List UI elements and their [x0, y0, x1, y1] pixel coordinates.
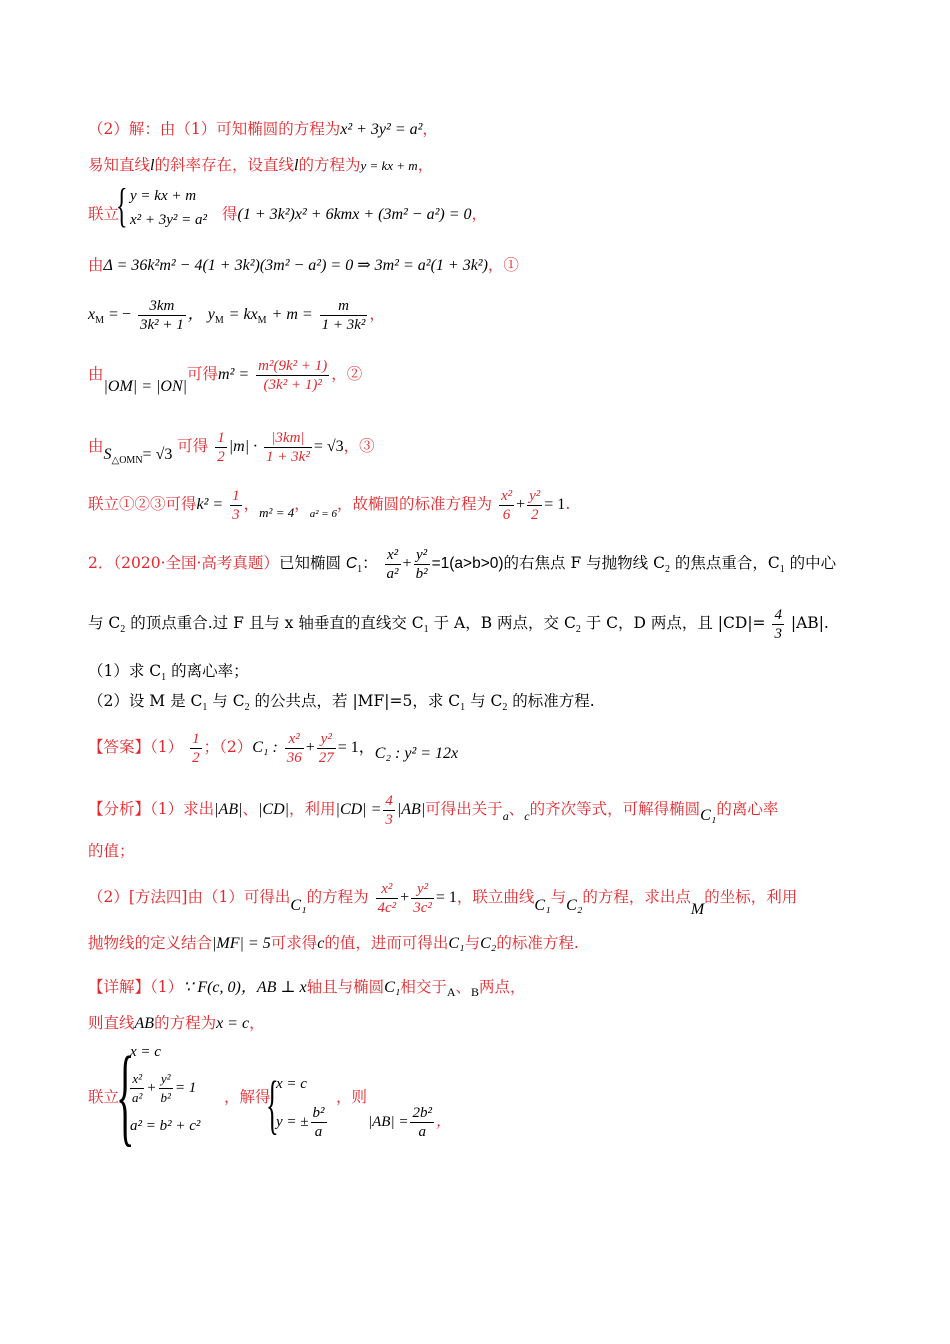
num: y²: [414, 546, 430, 565]
text: 可求得: [270, 934, 318, 952]
result-row-2: [276, 1104, 329, 1141]
text: 可得: [177, 437, 209, 455]
result-row-1: x = c: [276, 1076, 307, 1092]
text: |AB|.: [785, 614, 829, 632]
delta-equation: Δ = 36k²m² − 4(1 + 3k²)(3m² − a²) = 0 ⇒ 3m² = a²(1 + 3k²): [103, 257, 488, 274]
num: |3km|: [264, 429, 312, 448]
math: AB ⊥ x: [256, 979, 307, 996]
text: 相交于: [400, 978, 447, 996]
detail-system-row-1: x = c: [130, 1044, 161, 1060]
num: m²(9k² + 1): [258, 357, 328, 374]
punct: 、: [508, 800, 525, 818]
punct: ，: [249, 1014, 265, 1032]
answer-line: [88, 724, 458, 777]
text: 轴且与椭圆: [306, 978, 385, 996]
text: ，解得: [224, 1088, 271, 1106]
ym-fraction: [320, 297, 368, 334]
text: 于 C，D 两点，且 |CD|=: [580, 614, 766, 632]
sub: 2: [502, 702, 508, 714]
text: 联立: [88, 1088, 120, 1106]
c2-equation: C₂ : y² = 12x: [374, 745, 459, 762]
sub: M: [214, 315, 224, 327]
intro-text: （2）解：由（1）可知椭圆的方程为: [88, 120, 341, 138]
var: C₁: [534, 897, 551, 914]
var-l: l: [150, 157, 155, 174]
den: a: [314, 1124, 323, 1140]
detail-line-1: [88, 976, 526, 1003]
sub: M: [257, 315, 267, 327]
op: = √3: [313, 438, 344, 455]
den: 3k² + 1: [139, 316, 184, 333]
system-row-1: y = kx + m: [130, 188, 197, 204]
answer-frac-2: [317, 730, 336, 767]
combine-label: [88, 203, 119, 225]
analysis-line-2b: [88, 932, 579, 955]
then-label: [336, 1086, 367, 1108]
answer-tag: 【答案】: [88, 738, 151, 756]
var: C₁: [448, 935, 465, 952]
den: 3: [385, 811, 393, 828]
op: + m =: [271, 306, 313, 323]
text: 的公共点，若 |MF|=5，求 C: [249, 692, 461, 710]
text: 的值，进而可得出: [324, 934, 449, 952]
var: A: [446, 985, 456, 999]
text: 的齐次等式，可解得椭圆: [529, 800, 701, 818]
text: 的离心率；: [166, 662, 249, 680]
text: 与 C: [88, 614, 121, 632]
ellipse-frac-1: [385, 546, 401, 583]
num: 1: [232, 487, 240, 504]
text: |AB| =: [368, 1113, 409, 1130]
var: ， y: [187, 306, 215, 323]
op: = 1: [174, 1079, 197, 1096]
text: 的标准方程.: [496, 934, 579, 952]
var: C: [345, 555, 358, 572]
quadratic-line: [222, 203, 487, 226]
analysis-frac-1: [376, 880, 399, 917]
op: = √3: [142, 446, 173, 463]
analysis-line-1: [88, 786, 778, 839]
punct: ，: [435, 1113, 451, 1130]
den: a²: [386, 565, 399, 582]
op: = −: [108, 306, 131, 323]
text: 于 A，B 两点，交 C: [428, 614, 576, 632]
text: 与: [464, 934, 481, 952]
om-on-line: [88, 352, 362, 409]
op: = 1: [435, 889, 457, 906]
op: +: [146, 1079, 157, 1096]
question-1: [88, 660, 249, 689]
num: 4: [774, 606, 782, 623]
text: 两点，: [479, 978, 526, 996]
sub: 2: [120, 624, 126, 636]
math: ∵ F(c, 0)，: [183, 979, 257, 996]
system-brace: {: [116, 179, 128, 232]
sub: 1: [460, 702, 466, 714]
std-frac-1: [499, 487, 514, 524]
math: x = c: [216, 1015, 250, 1032]
num: y²: [411, 880, 434, 899]
den: 2: [530, 506, 539, 523]
ab-length: [368, 1104, 451, 1141]
text: ，联立曲线: [456, 888, 535, 906]
num: x²: [285, 730, 304, 749]
sub: 2: [244, 702, 250, 714]
op: = 1，: [337, 739, 375, 756]
cd-ratio-fraction: [772, 606, 784, 643]
den: 6: [502, 506, 511, 523]
var: C₂: [566, 897, 583, 914]
detail-system-row-3: a² = b² + c²: [130, 1118, 201, 1134]
ab-length-fraction: [410, 1104, 434, 1141]
num: 1: [192, 730, 200, 747]
text: 的方程为: [306, 888, 369, 906]
line-equation: y = kx + m: [360, 158, 418, 173]
text: （2）设 M 是 C: [88, 692, 203, 710]
math: |CD|: [258, 801, 290, 818]
analysis-tag: 【分析】: [88, 800, 151, 818]
op: = kx: [228, 306, 258, 323]
den: 2: [217, 448, 225, 465]
system-row-2: x² + 3y² = a²: [130, 212, 208, 228]
punct: ，: [369, 305, 385, 323]
den: 3: [232, 506, 240, 523]
var: c: [524, 809, 530, 823]
text: （1）: [150, 978, 184, 996]
op: +: [516, 496, 526, 513]
text: 的斜率存在，设直线: [154, 156, 294, 174]
punct: 、: [455, 978, 472, 996]
den: b²: [415, 565, 428, 582]
eccentricity-fraction: [190, 730, 202, 767]
text: ，利用: [289, 800, 336, 818]
analysis-frac-2: [411, 880, 434, 917]
om-on-equation: |OM| = |ON|: [103, 378, 188, 395]
half-fraction: [215, 429, 227, 466]
text: （2）: [219, 738, 253, 756]
text: （1）求 C: [88, 662, 162, 680]
analysis-fraction: [383, 792, 395, 829]
problem-source: （2020·全国·高考真题）: [113, 554, 279, 572]
text: 与: [550, 888, 567, 906]
line-slope-line: [88, 154, 433, 177]
text: ：: [362, 554, 378, 572]
xm-fraction: [138, 297, 186, 334]
num: x²: [130, 1070, 144, 1089]
den: 2: [192, 749, 200, 766]
text: y = ±: [276, 1113, 309, 1130]
text: 则直线: [88, 1014, 135, 1032]
sub: 1: [423, 624, 429, 636]
solution-intro-line: [88, 118, 438, 141]
problem2-stem-line1: [88, 540, 836, 593]
den: 1 + 3k²: [266, 448, 310, 465]
var-l: l: [293, 157, 299, 174]
var: M: [690, 901, 705, 918]
punct: 、: [242, 800, 258, 818]
abs-m: |m| ·: [228, 438, 258, 455]
den: 36: [286, 749, 302, 766]
coordinates-line: [88, 296, 385, 339]
sub: M: [95, 315, 105, 327]
detail-combine-label: [88, 1086, 119, 1108]
sub: 1: [357, 564, 363, 576]
text: 的顶点重合.过 F 且与 x 轴垂直的直线交 C: [125, 614, 424, 632]
ellipse-equation: x² + 3y² = a²: [340, 121, 423, 138]
conclusion-line: 联立①②③可得k² = $\frac{1}{3}$ ，$_{m^2 = 4}$，$_{a^2 = 6}$，故椭圆的标准方程为 $\frac{\text{x²}}{6}$ + $\frac{\text{y²}}{2}$ = 1.: [88, 487, 571, 523]
m2-fraction: [256, 357, 329, 394]
den: 3c²: [413, 899, 432, 916]
sub: 2: [575, 624, 581, 636]
num: m: [320, 297, 368, 316]
ellipse-frac-2: [414, 546, 430, 583]
analysis-line-1b: [88, 840, 135, 862]
var: AB: [134, 1015, 155, 1032]
var: C₁: [384, 979, 401, 996]
text: 的离心率: [716, 800, 779, 818]
text: 抛物线的定义结合: [88, 934, 213, 952]
math: |MF| = 5: [212, 935, 271, 952]
lhs: k² =: [196, 496, 224, 513]
text: 可得出关于: [425, 800, 503, 818]
quadratic-equation: (1 + 3k²)x² + 6kmx + (3m² − a²) = 0: [237, 206, 472, 223]
op: = 1: [544, 496, 566, 513]
sys-frac-2: [159, 1070, 173, 1107]
text: 的方程，求出点: [582, 888, 691, 906]
problem-number: 2．: [88, 554, 114, 572]
area-fraction: [264, 429, 312, 466]
std-frac-2: [527, 487, 542, 524]
var: S: [103, 446, 112, 463]
detail-system-row-2: [128, 1070, 196, 1107]
delta-line: [88, 254, 519, 277]
condition: =1(a>b>0): [431, 555, 504, 572]
text: 的值；: [88, 842, 135, 860]
solved-label: [224, 1086, 271, 1108]
text: 与 C: [207, 692, 245, 710]
num: 4: [385, 792, 393, 809]
num: y²: [317, 730, 336, 749]
num: 3km: [138, 297, 186, 316]
area-line: [88, 424, 375, 483]
var: C₂: [480, 935, 497, 952]
text: ，故椭圆的标准方程为: [336, 495, 492, 513]
math: |CD| =: [335, 801, 382, 818]
text: （1）: [150, 738, 184, 756]
text: 的焦点重合，C: [669, 554, 780, 572]
answer-frac-1: [285, 730, 304, 767]
circle-mark-3: ，③: [343, 437, 375, 455]
den: 27: [318, 749, 334, 766]
detail-system-brace: {: [116, 1034, 135, 1156]
var: x: [88, 306, 96, 323]
var: C₁: [290, 897, 307, 914]
var: c: [317, 935, 325, 952]
question-2: [88, 690, 595, 719]
result-fraction: [311, 1104, 327, 1141]
text: （2）[方法四]由（1）可得出: [88, 888, 291, 906]
den: a: [418, 1124, 426, 1140]
text: 的标准方程.: [507, 692, 595, 710]
den: (3k² + 1)²: [263, 376, 322, 393]
a2-value: a² = 6: [309, 508, 337, 520]
var: C₁: [700, 807, 717, 824]
circle-mark-2: ，②: [331, 365, 363, 383]
text: 联立①②③可得: [88, 495, 197, 513]
op: +: [305, 739, 315, 756]
punct: ，: [417, 156, 434, 174]
den: 3: [774, 625, 782, 642]
problem2-stem-line2: [88, 600, 829, 653]
sys-frac-1: [130, 1070, 144, 1107]
punct: ，: [422, 120, 438, 138]
text: 的右焦点 F 与抛物线 C: [503, 554, 665, 572]
var: B: [471, 985, 480, 999]
punct: .: [565, 495, 571, 513]
circle-mark-1: ，①: [487, 256, 519, 274]
op: +: [402, 555, 412, 572]
lhs: m² =: [218, 366, 250, 383]
sub: 1: [202, 702, 208, 714]
text: 的坐标，利用: [704, 888, 798, 906]
c1-label: C₁ :: [252, 739, 278, 756]
text: 的中心: [784, 554, 837, 572]
math: |AB|: [396, 801, 426, 818]
sub: △OMN: [111, 455, 143, 466]
den: 1 + 3k²: [321, 316, 366, 333]
k2-fraction: [230, 487, 242, 524]
text: 已知椭圆: [278, 554, 346, 572]
num: 2b²: [412, 1105, 432, 1121]
num: b²: [312, 1105, 325, 1121]
text: 联立: [88, 205, 120, 223]
den: a²: [132, 1090, 143, 1105]
num: x²: [385, 546, 401, 565]
text: 与 C: [465, 692, 503, 710]
sub: 2: [664, 564, 670, 576]
den: 4c²: [377, 899, 397, 916]
op: +: [400, 889, 410, 906]
text: 由: [88, 437, 104, 455]
den: b²: [160, 1090, 171, 1105]
num: x²: [376, 880, 399, 899]
sub: 1: [779, 564, 785, 576]
num: 1: [217, 429, 225, 446]
sub: 1: [161, 672, 167, 684]
math: |AB|: [214, 801, 243, 818]
result-brace: {: [266, 1068, 279, 1141]
m2-value: m² = 4: [259, 505, 295, 520]
num: x²: [500, 487, 513, 504]
text: 得: [222, 205, 238, 223]
text: 易知直线: [88, 156, 151, 174]
num: y²: [159, 1070, 173, 1089]
text: 可得: [187, 365, 219, 383]
var: a: [502, 809, 509, 823]
analysis-line-2: [88, 874, 797, 933]
text: ，则: [336, 1088, 368, 1106]
text: 由: [88, 256, 104, 274]
punct: ，: [471, 205, 488, 223]
text: （1）求出: [150, 800, 215, 818]
text: 由: [88, 365, 104, 383]
detail-tag: 【详解】: [88, 978, 151, 996]
detail-line-2: [88, 1012, 265, 1035]
text: 的方程为: [154, 1014, 217, 1032]
num: y²: [529, 487, 541, 504]
text: 的方程为: [298, 156, 361, 174]
punct: ；: [203, 738, 220, 756]
